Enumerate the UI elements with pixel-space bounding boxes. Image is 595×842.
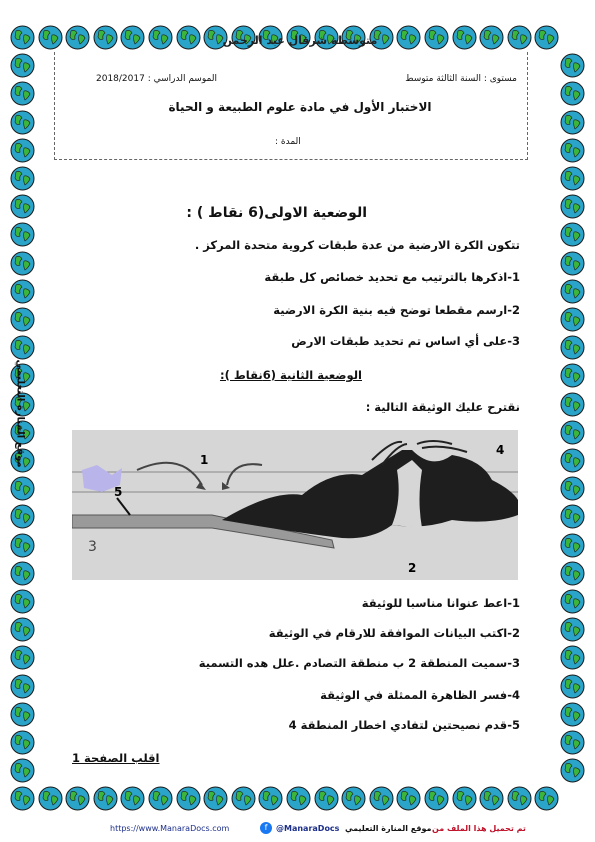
globe-icon: [560, 504, 585, 529]
globe-icon: [507, 25, 532, 50]
label-3: 3: [88, 539, 97, 555]
globe-icon: [560, 222, 585, 247]
globe-icon: [560, 702, 585, 727]
globe-icon: [10, 25, 35, 50]
globe-icon: [10, 251, 35, 276]
globe-icon: [560, 194, 585, 219]
globe-icon: [10, 307, 35, 332]
globe-icon: [560, 758, 585, 783]
globe-icon: [560, 533, 585, 558]
globe-icon: [424, 786, 449, 811]
footer-site-name: موقع المنارة التعليمي: [345, 824, 432, 833]
globe-icon: [534, 25, 559, 50]
globe-icon: [148, 25, 173, 50]
situation1-intro: تتكون الكرة الارضية من عدة طبقات كروية متحدة المركز .: [194, 238, 520, 252]
situation2-q1: 1-اعط عنوانا مناسبا للوثيقة: [361, 596, 520, 610]
globe-icon: [560, 335, 585, 360]
globe-icon: [258, 786, 283, 811]
subduction-document-figure: [72, 430, 518, 580]
situation1-title: الوضعية الاولى(6 نقاط ) :: [186, 205, 367, 221]
situation2-q5: 5-قدم نصيحتين لتفادي اخطار المنطقة 4: [288, 718, 520, 732]
globe-icon: [10, 222, 35, 247]
globe-icon: [560, 645, 585, 670]
globe-icon: [560, 476, 585, 501]
globe-icon: [560, 363, 585, 388]
globe-icon: [286, 786, 311, 811]
globe-icon: [10, 279, 35, 304]
label-1: 1: [200, 453, 209, 467]
globe-icon: [38, 786, 63, 811]
level-label: مستوى : السنة الثالثة متوسط: [405, 74, 517, 84]
school-name: متوسطة شرقال عبد الرحمن: [222, 34, 378, 47]
situation2-q3: 3-سميت المنطقة 2 ب منطقة التصادم .علل هده التسمية: [198, 656, 520, 670]
globe-icon: [10, 645, 35, 670]
globe-icon: [10, 138, 35, 163]
label-4: 4: [496, 443, 505, 457]
globe-icon: [10, 110, 35, 135]
globe-icon: [10, 730, 35, 755]
situation1-q2: 2-ارسم مقطعا توضح فيه بنية الكرة الارضية: [273, 303, 520, 317]
globe-icon: [314, 786, 339, 811]
globe-icon: [148, 786, 173, 811]
globe-icon: [560, 110, 585, 135]
school-year: الموسم الدراسي : 2018/2017: [96, 74, 217, 84]
situation2-intro: نقترح عليك الوثيقة التالية :: [365, 400, 520, 414]
globe-icon: [560, 420, 585, 445]
globe-icon: [452, 25, 477, 50]
globe-icon: [176, 25, 201, 50]
globe-icon: [396, 786, 421, 811]
duration-label: المدة :: [275, 137, 301, 147]
globe-icon: [10, 617, 35, 642]
globe-icon: [10, 166, 35, 191]
globe-icon: [560, 279, 585, 304]
situation2-q4: 4-فسر الظاهرة الممثلة في الوثيقة: [320, 688, 520, 702]
globe-icon: [560, 617, 585, 642]
globe-icon: [65, 786, 90, 811]
globe-icon: [560, 251, 585, 276]
globe-icon: [560, 53, 585, 78]
globe-icon: [65, 25, 90, 50]
globe-icon: [534, 786, 559, 811]
globe-icon: [176, 786, 201, 811]
side-watermark-text: موقع المنارة التعليمي: [14, 359, 26, 468]
globe-icon: [93, 786, 118, 811]
globe-icon: [10, 758, 35, 783]
globe-icon: [10, 589, 35, 614]
globe-icon: [560, 674, 585, 699]
globe-icon: [560, 81, 585, 106]
footer-handle[interactable]: @ManaraDocs: [276, 824, 340, 833]
label-2: 2: [408, 561, 417, 575]
situation2-title: الوضعية الثانية (6نقاط ):: [220, 368, 362, 382]
globe-icon: [10, 702, 35, 727]
exam-title: الاختبار الأول في مادة علوم الطبيعة و الحياة: [168, 100, 432, 114]
footer-credit: تم تحميل هذا الملف من: [432, 824, 526, 833]
globe-icon: [560, 392, 585, 417]
globe-icon: [203, 786, 228, 811]
globe-icon: [10, 476, 35, 501]
globe-icon: [10, 533, 35, 558]
globe-icon: [10, 786, 35, 811]
globe-icon: [38, 25, 63, 50]
globe-icon: [341, 786, 366, 811]
globe-icon: [560, 730, 585, 755]
globe-icon: [10, 53, 35, 78]
footer-website-link[interactable]: https://www.ManaraDocs.com: [110, 824, 230, 833]
globe-icon: [560, 448, 585, 473]
globe-icon: [120, 786, 145, 811]
situation2-q2: 2-اكتب البيانات الموافقة للارقام في الوثيقة: [268, 626, 520, 640]
situation1-q1: 1-اذكرها بالترتيب مع تحديد خصائص كل طبقة: [264, 270, 520, 284]
globe-icon: [424, 25, 449, 50]
globe-icon: [560, 138, 585, 163]
globe-icon: [479, 25, 504, 50]
globe-icon: [560, 589, 585, 614]
globe-icon: [479, 786, 504, 811]
globe-icon: [560, 307, 585, 332]
globe-icon: [10, 81, 35, 106]
globe-icon: [10, 561, 35, 586]
globe-icon: [10, 504, 35, 529]
globe-icon: [560, 166, 585, 191]
globe-icon: [10, 194, 35, 219]
label-5: 5: [114, 485, 123, 499]
globe-icon: [396, 25, 421, 50]
globe-icon: [231, 786, 256, 811]
globe-icon: [10, 674, 35, 699]
situation1-q3: 3-على أي اساس تم تحديد طبقات الارض: [291, 334, 520, 348]
globe-icon: [120, 25, 145, 50]
footer: [90, 822, 530, 838]
globe-icon: [560, 561, 585, 586]
globe-icon: [507, 786, 532, 811]
turn-page-note: اقلب الصفحة 1: [72, 751, 160, 765]
globe-icon: [93, 25, 118, 50]
facebook-icon[interactable]: f: [260, 822, 272, 834]
globe-icon: [369, 786, 394, 811]
globe-icon: [452, 786, 477, 811]
